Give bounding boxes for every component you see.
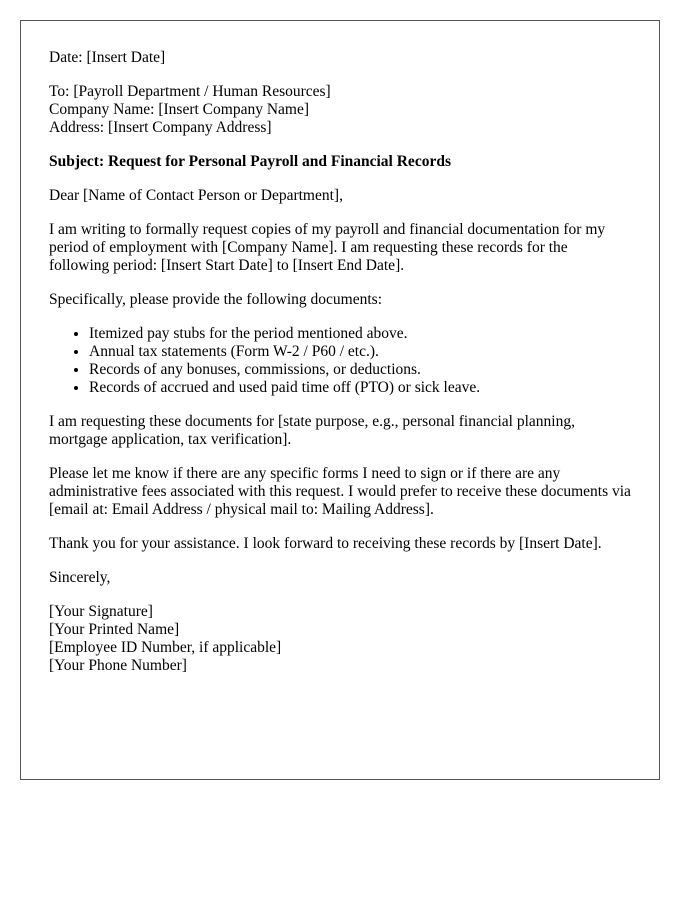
list-item: • Annual tax statements (Form W-2 / P60 / etc.). <box>89 343 631 361</box>
phone-number: [Your Phone Number] <box>49 657 187 674</box>
signature-block <box>49 603 631 675</box>
list-item: • Records of accrued and used paid time off (PTO) or sick leave. <box>89 379 631 397</box>
salutation: Dear [Name of Contact Person or Department], <box>49 187 343 204</box>
signature-placeholder: [Your Signature] <box>49 603 153 620</box>
letter-page <box>20 20 660 780</box>
request-paragraph: I am writing to formally request copies of my payroll and financial documentation for my period of employment with [Company Name]. I am requesting these records for the following period: [Insert Start Date] to [Insert End Date]. <box>49 221 606 274</box>
forms-fees-paragraph: Please let me know if there are any specific forms I need to sign or if there are any administrative fees associated with this request. I would prefer to receive these documents via [email at: Email Address / physical mail to: Mailing Address]. <box>49 465 631 518</box>
date-line: Date: [Insert Date] <box>49 49 166 66</box>
closing: Sincerely, <box>49 569 111 586</box>
recipient-address-line: Address: [Insert Company Address] <box>49 119 272 136</box>
recipient-to-line: To: [Payroll Department / Human Resources] <box>49 83 331 100</box>
printed-name: [Your Printed Name] <box>49 621 180 638</box>
thank-you-paragraph: Thank you for your assistance. I look forward to receiving these records by [Insert Date]. <box>49 535 602 552</box>
recipient-company-line: Company Name: [Insert Company Name] <box>49 101 309 118</box>
documents-list <box>49 325 631 397</box>
list-item: • Itemized pay stubs for the period mentioned above. <box>89 325 631 343</box>
employee-id: [Employee ID Number, if applicable] <box>49 639 282 656</box>
recipient-block <box>49 83 631 137</box>
documents-intro: Specifically, please provide the following documents: <box>49 291 383 308</box>
subject-line: Subject: Request for Personal Payroll and Financial Records <box>49 153 451 170</box>
list-item: • Records of any bonuses, commissions, or deductions. <box>89 361 631 379</box>
purpose-paragraph: I am requesting these documents for [state purpose, e.g., personal financial planning, mortgage application, tax verification]. <box>49 413 575 448</box>
